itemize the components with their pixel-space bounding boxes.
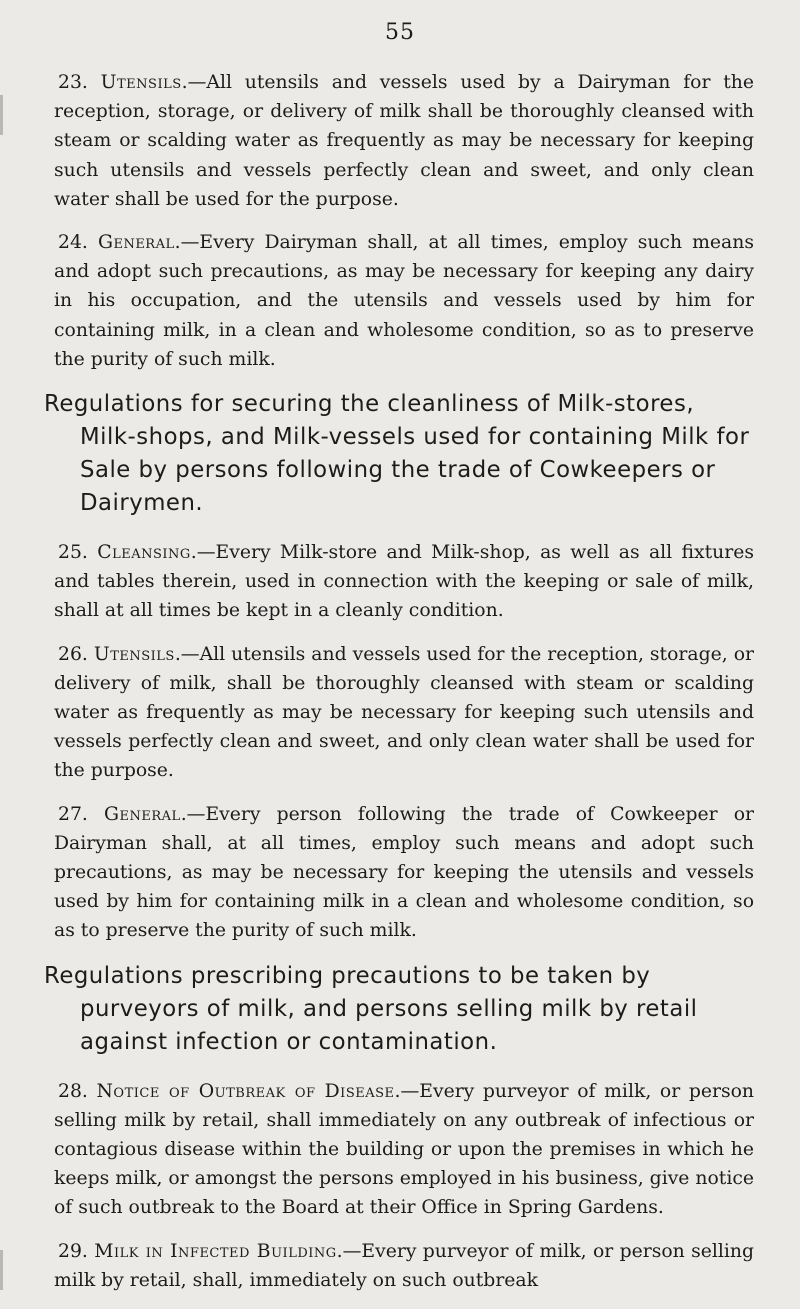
clause-heading: General bbox=[97, 232, 175, 254]
clause-heading: Milk in Infected Building bbox=[94, 1240, 337, 1262]
clause-27 bbox=[54, 800, 754, 946]
clause-heading: Notice of Outbreak of Disease bbox=[96, 1080, 395, 1102]
clause-separator: .— bbox=[336, 1240, 362, 1262]
page-number: 55 bbox=[385, 20, 415, 45]
section-heading-precautions: Regulations prescribing precautions to be taken by purveyors of milk, and persons selling milk by retail against infection or contamination. bbox=[44, 962, 698, 1055]
clause-heading: General bbox=[104, 803, 181, 825]
clause-separator: .— bbox=[174, 232, 200, 254]
clause-text: Every purveyor of milk, or person selling milk by retail, shall, immediately on such outbreak bbox=[54, 1240, 754, 1291]
clause-separator: .— bbox=[180, 803, 206, 825]
page-edge-shadow bbox=[0, 1250, 3, 1290]
clause-number: 25. bbox=[58, 542, 88, 564]
clause-25 bbox=[54, 538, 754, 626]
clause-heading: Utensils bbox=[93, 643, 175, 665]
clause-26 bbox=[54, 640, 754, 786]
clause-28 bbox=[54, 1077, 754, 1223]
section-heading-cleanliness: Regulations for securing the cleanliness of Milk-stores, Milk-shops, and Milk-vessels used for containing Milk for Sale by persons following the trade of Cowkeepers or Dairymen. bbox=[44, 391, 750, 517]
clause-separator: .— bbox=[181, 72, 207, 93]
document-body bbox=[44, 68, 754, 1309]
clause-number: 28. bbox=[58, 1080, 88, 1102]
clause-24 bbox=[54, 228, 754, 374]
clause-text: Every person following the trade of Cowkeeper or Dairyman shall, at all times, employ such means and adopt such precautions, as may be necessary for keeping the utensils and vessels used by him for containing milk in a clean and wholesome condition, so as to preserve the purity of such milk. bbox=[54, 803, 754, 942]
clause-number: 24. bbox=[58, 232, 88, 254]
clause-number: 27. bbox=[58, 803, 88, 825]
page-edge-shadow bbox=[0, 95, 3, 135]
clause-heading: Utensils bbox=[100, 72, 182, 93]
clause-number: 29. bbox=[58, 1240, 88, 1262]
clause-separator: .— bbox=[394, 1080, 420, 1102]
clause-number: 26. bbox=[58, 643, 88, 665]
clause-text: Every Milk-store and Milk-shop, as well as all fixtures and tables therein, used in connection with the keeping or sale of milk, shall at all times be kept in a cleanly condition. bbox=[54, 542, 754, 622]
clause-separator: .— bbox=[190, 542, 216, 564]
clause-separator: .— bbox=[174, 643, 200, 665]
clause-text: All utensils and vessels used by a Dairyman for the reception, storage, or delivery of milk shall be thoroughly cleansed with steam or scalding water as frequently as may be necessary for keeping such utensils and vessels perfectly clean and sweet, and only clean water shall be used for the purpose. bbox=[54, 72, 754, 210]
clause-text: All utensils and vessels used for the reception, storage, or delivery of milk, shall be thoroughly cleansed with steam or scalding water as frequently as may be necessary for keeping such utensils and vessels perfectly clean and sweet, and only clean water shall be used for the purpose. bbox=[54, 643, 754, 782]
clause-number: 23. bbox=[58, 72, 88, 93]
clause-29 bbox=[54, 1237, 754, 1295]
clause-text: Every Dairyman shall, at all times, employ such means and adopt such precautions, as may be necessary for keeping any dairy in his occupation, and the utensils and vessels used by him for containing milk, in a clean and wholesome condition, so as to preserve the purity of such milk. bbox=[54, 232, 754, 370]
clause-23 bbox=[54, 68, 754, 214]
clause-text: Every purveyor of milk, or person selling milk by retail, shall immediately on any outbreak of infectious or contagious disease within the building or upon the premises in which he keeps milk, or amongst the persons employed in his business, give notice of such outbreak to the Board at their Office in Spring Gardens. bbox=[54, 1080, 754, 1219]
clause-heading: Cleansing bbox=[97, 542, 191, 564]
